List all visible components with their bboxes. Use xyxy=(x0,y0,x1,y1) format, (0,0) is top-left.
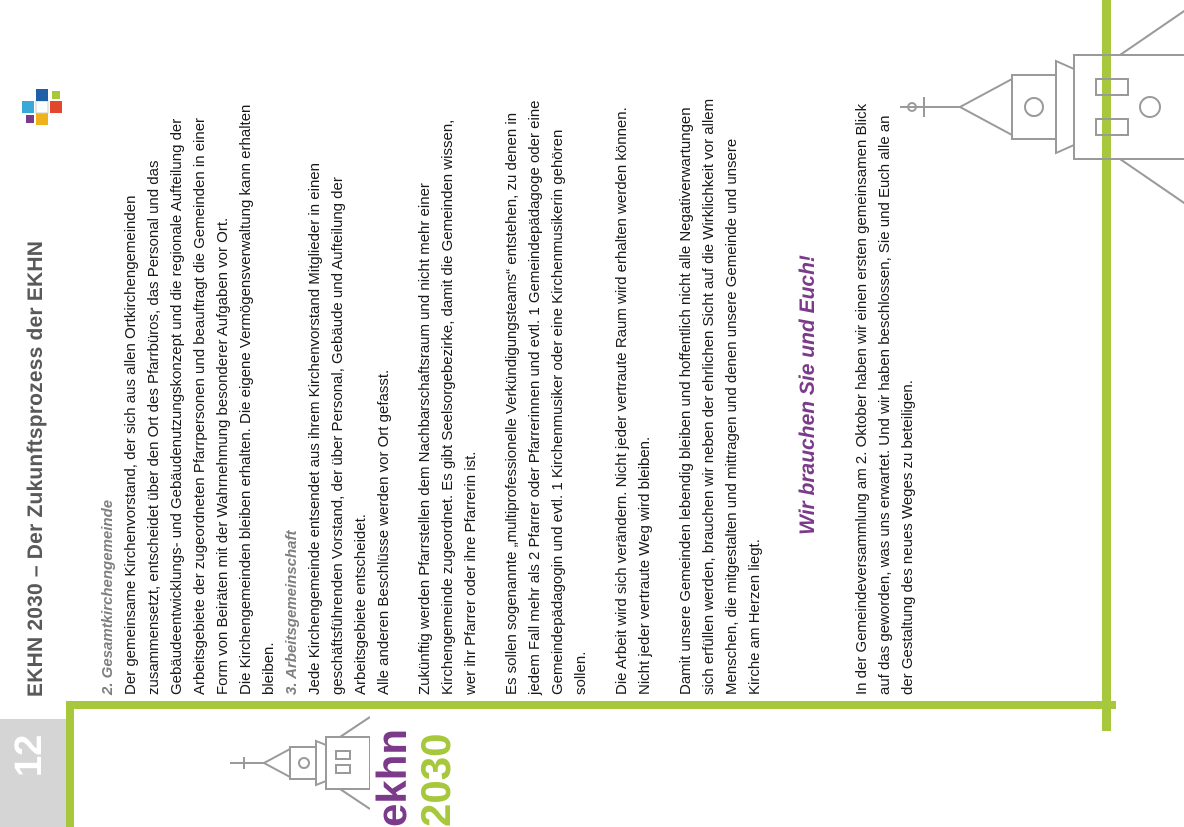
church-sketch-icon xyxy=(230,704,370,819)
page-header-title: EKHN 2030 – Der Zukunftsprozess der EKHN xyxy=(24,240,47,697)
section-heading-arbeitsgemeinschaft: 3. Arbeitsgemeinschaft xyxy=(283,530,300,695)
main-text xyxy=(96,95,937,695)
paragraph-teams: Es sollen sogenannte „multiprofessionelle Verkündigungsteams“ entstehen, zu denen in jedem Fall mehr als 2 Pfarrer oder Pfarrerinnen und evtl. 1 Gemeindepädagoge oder eine Gemeindepädagogin und evtl. 1 Kirchenmusiker oder eine Kirchenmusikerin gehören sollen. xyxy=(503,100,589,695)
slogan: Wir brauchen Sie und Euch! xyxy=(796,255,819,535)
church-sketch-icon xyxy=(900,0,1184,217)
page-number-box xyxy=(0,719,70,827)
green-rule-left xyxy=(66,701,1116,709)
page-number: 12 xyxy=(8,734,50,777)
paragraph-pfarrstellen: Zukünftig werden Pfarrstellen dem Nachbarschaftsraum und nicht mehr einer Kirchengemeinde zugeordnet. Es gibt Seelsorgebezirke, damit die Gemeinden wissen, wer ihr Pfarrer oder ihre Pfarrerin ist. xyxy=(416,119,479,695)
logo-word: ekhn xyxy=(368,728,415,827)
arbeit-paragraph-2: Alle anderen Beschlüsse werden vor Ort gefasst. xyxy=(375,369,392,695)
ekhn2030-logo xyxy=(368,717,460,827)
arbeit-paragraph-1: Jede Kirchengemeinde entsendet aus ihrem Kirchenvorstand Mitglieder in einen geschäftsführenden Vorstand, der über Personal, Gebäude und Aufteilung der Arbeitsgebiete entscheidet. xyxy=(306,163,369,695)
ekhn-cross-logo-icon xyxy=(22,87,64,127)
green-rule-top xyxy=(66,709,74,827)
paragraph-closing: In der Gemeindeversammlung am 2. Oktober haben wir einen ersten gemeinsamen Blick auf das geworden, was uns erwartet. Und wir haben beschlossen, Sie und Euch alle an der Gestaltung des neues Weges zu beteiligen. xyxy=(853,103,916,695)
paragraph-gemeinden: Damit unsere Gemeinden lebendig bleiben und hoffentlich nicht alle Negativerwartungen sich erfüllen werden, brauchen wir neben der ehrlichen Sicht auf die Wirklichkeit vor allem Menschen, die mitgestalten und mittragen und denen unsere Gemeinde und unsere Kirche am Herzen liegt. xyxy=(677,98,763,695)
gesamt-paragraph-2: Die Kirchengemeinden bleiben erhalten. Die eigene Vermögensverwaltung kann erhalten bleiben. xyxy=(237,104,277,695)
paragraph-arbeit: Die Arbeit wird sich verändern. Nicht jeder vertraute Raum wird erhalten werden können. Nicht jeder vertraute Weg wird bleiben. xyxy=(613,107,653,695)
gesamt-paragraph-1: Der gemeinsame Kirchenvorstand, der sich aus allen Ortkirchengemeinden zusammensetzt, entscheidet über den Ort des Pfarrbüros, das Personal und das Gebäudeentwicklungs- und Gebäudenutzungskonzept und die regionale Aufteilung der Arbeitsgebiete der zugeordneten Pfarrpersonen und beauftragt die Gemeinden in einer Form von Beiräten mit der Wahrnehmung besonderer Aufgaben vor Ort. xyxy=(122,117,231,695)
section-heading-gesamtkirchengemeinde: 2. Gesamtkirchengemeinde xyxy=(99,499,116,695)
logo-year: 2030 xyxy=(412,733,459,827)
